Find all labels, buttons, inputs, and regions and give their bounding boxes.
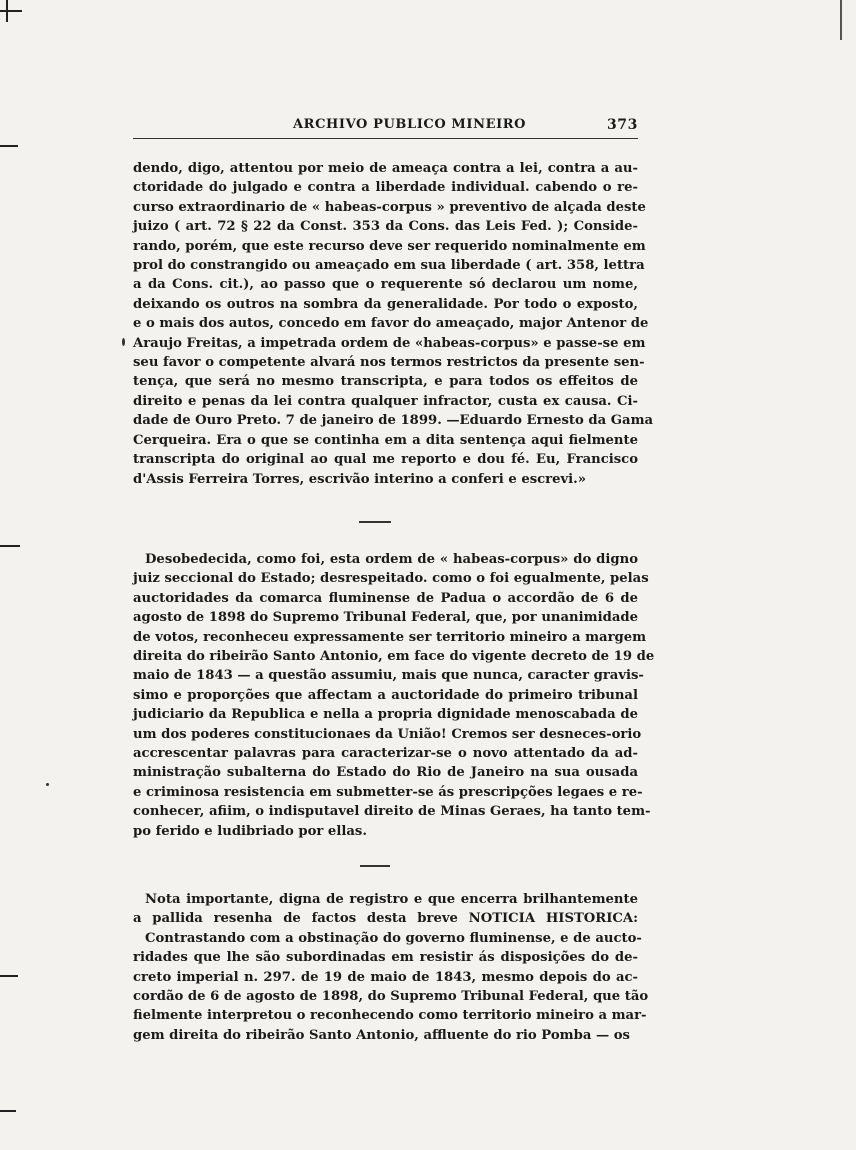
text-line: ctoridade do julgado e contra a liberdade individual. cabendo o re-	[133, 180, 638, 196]
journal-title: ARCHIVO PUBLICO MINEIRO	[293, 117, 527, 132]
text-line: conhecer, afiim, o indisputavel direito de Minas Geraes, ha tanto tem-	[133, 804, 651, 820]
text-line: e o mais dos autos, concedo em favor do ameaçado, major Antenor de	[133, 316, 649, 332]
text-line: ministração subalterna do Estado do Rio de Janeiro na sua ousada	[133, 765, 638, 781]
text-line: d'Assis Ferreira Torres, escrivão interino a conferi e escrevi.»	[133, 471, 587, 487]
text-line: direito e penas da lei contra qualquer infractor, custa ex causa. Ci-	[133, 393, 638, 409]
text-line: accrescentar palavras para caracterizar-se o novo attentado da ad-	[133, 746, 638, 762]
text-line: curso extraordinario de « habeas-corpus » preventivo de alçada deste	[133, 199, 646, 215]
scan-mark	[0, 975, 18, 977]
text-line: a da Cons. cit.), ao passo que o requerente só declarou um nome,	[133, 277, 638, 293]
text-line: fielmente interpretou o reconhecendo como territorio mineiro a mar-	[133, 1008, 647, 1024]
text-line: Contrastando com a obstinação do governo fluminense, e de auctо-	[145, 930, 642, 946]
commentary-paragraph	[133, 550, 655, 841]
text-line: ridades que lhe são subordinadas em resistir ás disposições do de-	[133, 950, 638, 966]
header-rule	[133, 138, 638, 139]
text-line: de votos, reconheceu expressamente ser territorio mineiro a margem	[133, 629, 647, 645]
text-line: rando, porém, que este recurso deve ser requerido nominalmente em	[133, 238, 646, 254]
text-line: judiciario da Republica e nella a propria dignidade menoscabada de	[133, 707, 638, 723]
text-line: auctoridades da comarca fluminense de Padua o accordão de 6 de	[133, 590, 638, 606]
text-line: creto imperial n. 297. de 19 de maio de 1843, mesmo depois do ac-	[133, 969, 638, 985]
section-divider	[360, 865, 390, 867]
text-line: juizo ( art. 72 § 22 da Const. 353 da Cons. das Leis Fed. ); Conside-	[133, 219, 638, 235]
text-line: deixando os outros na sombra da generalidade. Por todo o exposto,	[133, 296, 638, 312]
scan-mark	[0, 545, 20, 547]
text-line: direita do ribeirão Santo Antonio, em face do vigente decreto de 19 de	[133, 649, 655, 665]
section-divider	[359, 521, 391, 523]
transcript-paragraph	[133, 159, 654, 489]
text-line: po ferido e ludibriado por ellas.	[133, 823, 367, 839]
text-line: tença, que será no mesmo transcripta, e para todos os effeitos de	[133, 374, 638, 390]
text-line: cordão de 6 de agosto de 1898, do Supremo Tribunal Federal, que tão	[133, 989, 649, 1005]
speck	[122, 338, 125, 346]
page-number: 373	[606, 117, 638, 133]
scan-mark	[840, 0, 842, 40]
text-line: Araujo Freitas, a impetrada ordem de «habeas-corpus» e passe-se em	[133, 335, 646, 351]
text-line: a pallida resenha de factos desta breve NOTICIA HISTORICA:	[133, 911, 638, 927]
speck	[46, 783, 49, 786]
scan-mark	[0, 10, 22, 12]
text-line: gem direita do ribeirão Santo Antonio, affluente do rio Pomba — os	[133, 1027, 630, 1043]
running-header	[133, 117, 638, 139]
text-line: simo e proporções que affectam a auctoridade do primeiro tribunal	[133, 687, 638, 703]
text-line: Nota importante, digna de registro e que encerra brilhantemente	[145, 892, 638, 907]
text-line: um dos poderes constitucionaes da União! Cremos ser desneces-orio	[133, 726, 642, 742]
text-line: agosto de 1898 do Supremo Tribunal Federal, que, por unanimidade	[133, 610, 638, 626]
text-line: transcripta do original ao qual me reporto e dou fé. Eu, Francisco	[133, 452, 638, 468]
scan-mark	[0, 1110, 16, 1112]
text-line: dendo, digo, attentou por meio de ameaça contra a lei, contra a au-	[133, 161, 638, 176]
text-line: Cerqueira. Era o que se continha em a dita sentença aqui fielmente	[133, 432, 638, 448]
text-line: Desobedecida, como foi, esta ordem de « habeas-corpus» do digno	[145, 552, 638, 567]
text-line: prol do constrangido ou ameaçado em sua liberdade ( art. 358, lettra	[133, 258, 645, 274]
note-paragraph	[133, 890, 649, 1045]
text-line: seu favor o competente alvará nos termos restrictos da presente sen-	[133, 355, 645, 371]
text-line: e criminosa resistencia em submetter-se ás prescripções legaes e re-	[133, 784, 643, 800]
text-line: juiz seccional do Estado; desrespeitado. como o foi egualmente, pelas	[133, 571, 649, 587]
scan-mark	[6, 0, 8, 22]
text-line: maio de 1843 — a questão assumiu, mais que nunca, caracter gravis-	[133, 668, 644, 684]
text-line: dade de Ouro Preto. 7 de janeiro de 1899. —Eduardo Ernesto da Gama	[133, 413, 654, 429]
scan-mark	[0, 145, 18, 147]
